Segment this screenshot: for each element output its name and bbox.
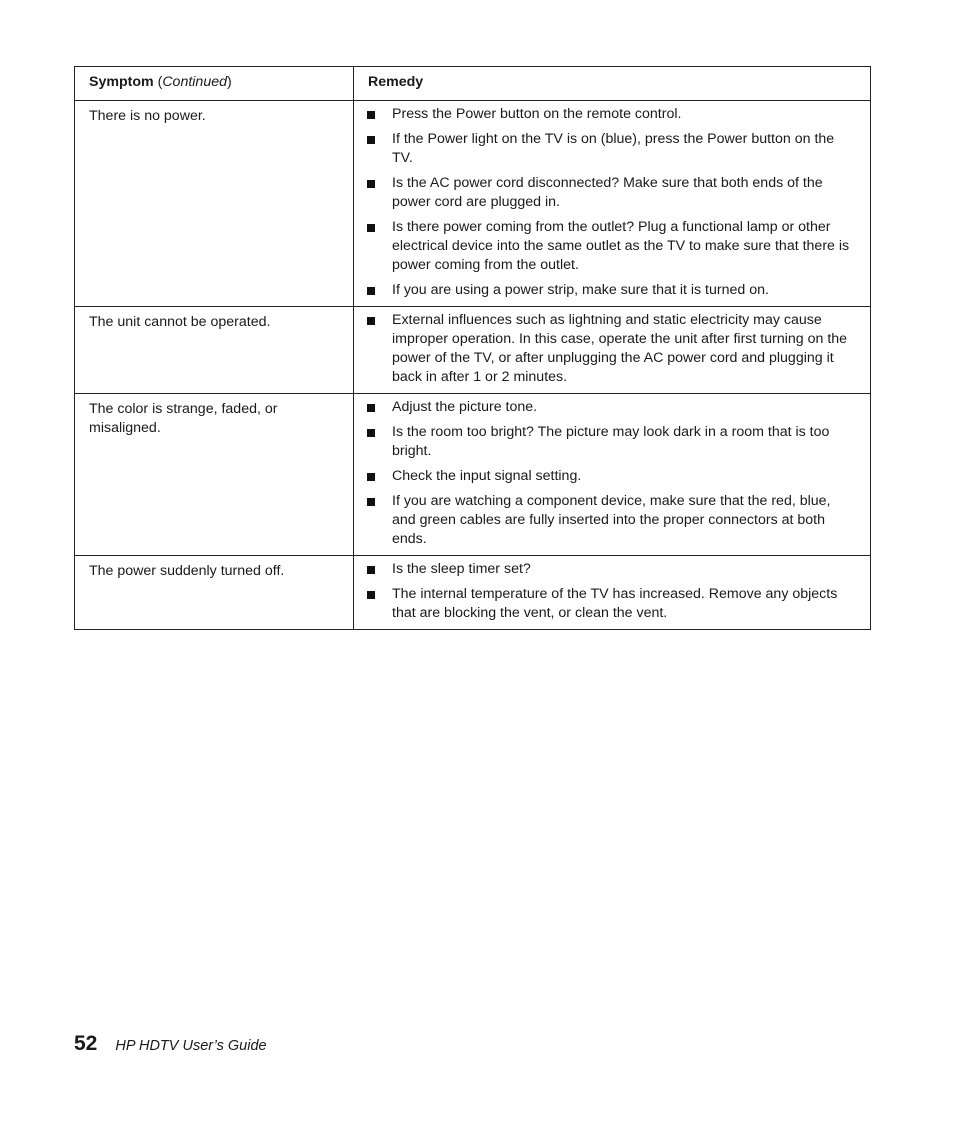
remedy-text: If you are using a power strip, make sure that it is turned on. [392,282,769,298]
remedy-text: The internal temperature of the TV has increased. Remove any objects that are blocking the vent, or clean the vent. [392,586,838,621]
remedy-item [366,560,856,579]
continued-open-paren: ( [153,74,163,90]
remedy-cell [354,394,871,556]
remedy-list [366,311,856,387]
remedy-text: Is the sleep timer set? [392,561,531,577]
troubleshooting-table [74,66,871,630]
symptom-column-header [75,67,354,101]
remedy-text: Check the input signal setting. [392,468,582,484]
remedy-item [366,105,856,124]
page-footer [74,1032,267,1058]
remedy-item [366,492,856,549]
remedy-text: If you are watching a component device, make sure that the red, blue, and green cables are fully inserted into the proper connectors at both ends. [392,493,831,547]
remedy-item [366,423,856,461]
symptom-cell: The unit cannot be operated. [75,307,354,394]
square-bullet-icon [367,429,375,437]
continued-label: Continued [162,74,227,90]
page-number: 52 [74,1032,98,1055]
table-row [75,307,871,394]
square-bullet-icon [367,566,375,574]
square-bullet-icon [367,224,375,232]
remedy-text: Press the Power button on the remote control. [392,106,682,122]
remedy-list [366,105,856,300]
remedy-cell [354,101,871,307]
symptom-cell: The color is strange, faded, or misaligned. [75,394,354,556]
square-bullet-icon [367,473,375,481]
remedy-cell [354,307,871,394]
remedy-item [366,311,856,387]
square-bullet-icon [367,111,375,119]
remedy-text: Adjust the picture tone. [392,399,538,415]
remedy-item [366,281,856,300]
square-bullet-icon [367,287,375,295]
symptom-cell: The power suddenly turned off. [75,556,354,630]
square-bullet-icon [367,591,375,599]
square-bullet-icon [367,317,375,325]
remedy-cell [354,556,871,630]
square-bullet-icon [367,404,375,412]
remedy-text: Is the AC power cord disconnected? Make sure that both ends of the power cord are plugged in. [392,175,823,210]
symptom-header-label: Symptom [89,74,154,90]
remedy-text: External influences such as lightning and static electricity may cause improper operation. In this case, operate the unit after first turning on the power of the TV, or after unplugging the AC power cord and plugging it back in after 1 or 2 minutes. [392,312,848,385]
remedy-header-label: Remedy [368,74,424,90]
remedy-list [366,560,856,623]
continued-close-paren: ) [227,74,232,90]
table-row [75,556,871,630]
remedy-text: If the Power light on the TV is on (blue), press the Power button on the TV. [392,131,835,166]
square-bullet-icon [367,498,375,506]
remedy-text: Is there power coming from the outlet? Plug a functional lamp or other electrical device into the same outlet as the TV to make sure that there is power coming from the outlet. [392,219,850,273]
remedy-column-header [354,67,871,101]
table-row [75,101,871,307]
table-row [75,394,871,556]
remedy-item [366,174,856,212]
remedy-list [366,398,856,549]
remedy-item [366,130,856,168]
square-bullet-icon [367,136,375,144]
remedy-item [366,218,856,275]
symptom-cell: There is no power. [75,101,354,307]
table-header-row [75,67,871,101]
remedy-item [366,467,856,486]
square-bullet-icon [367,180,375,188]
remedy-text: Is the room too bright? The picture may look dark in a room that is too bright. [392,424,830,459]
remedy-item [366,585,856,623]
guide-title: HP HDTV User’s Guide [115,1038,267,1054]
remedy-item [366,398,856,417]
